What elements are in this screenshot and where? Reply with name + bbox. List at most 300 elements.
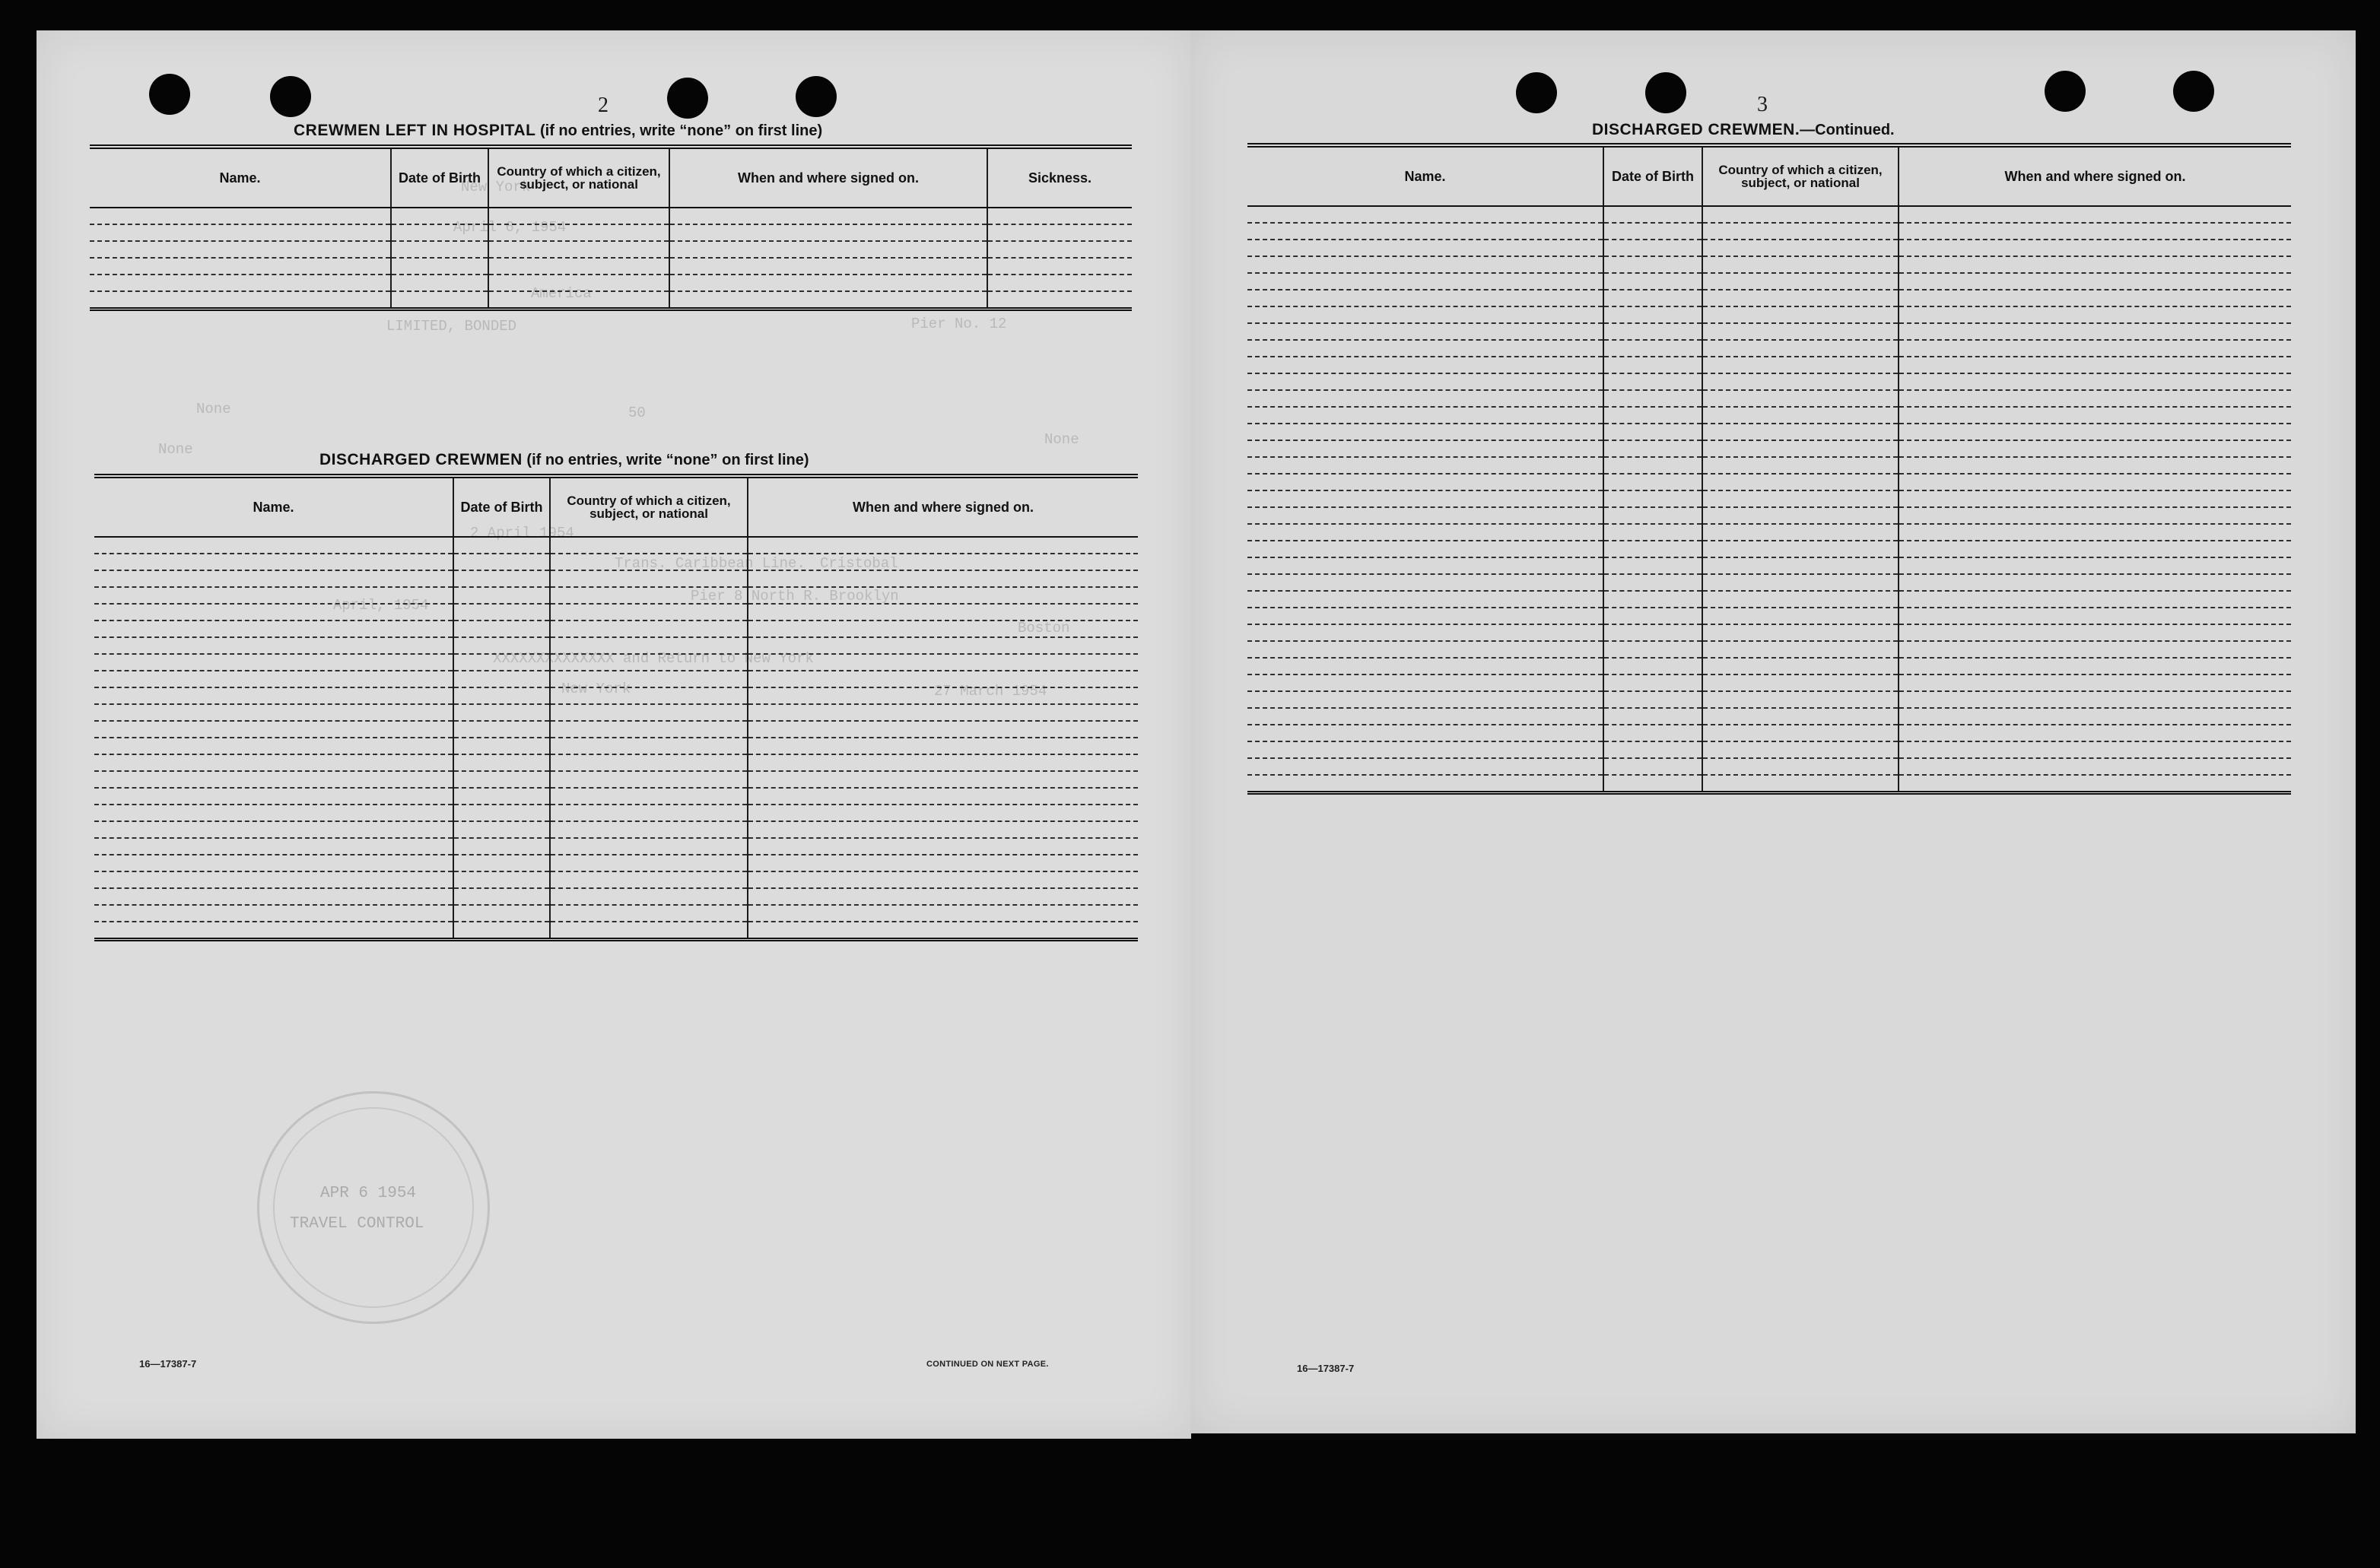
blank-cell bbox=[94, 838, 453, 855]
table-row bbox=[94, 704, 1138, 721]
blank-cell bbox=[1899, 775, 2291, 793]
punch-hole-icon bbox=[149, 74, 190, 115]
blank-cell bbox=[1702, 725, 1899, 741]
blank-cell bbox=[453, 587, 550, 604]
blank-cell bbox=[748, 704, 1138, 721]
blank-cell bbox=[748, 721, 1138, 738]
blank-cell bbox=[1702, 758, 1899, 775]
table-row bbox=[1247, 206, 2291, 223]
blank-cell bbox=[550, 637, 748, 654]
bleed-through-text: 2 April 1954 bbox=[470, 525, 574, 541]
blank-cell bbox=[1899, 507, 2291, 524]
blank-cell bbox=[1603, 775, 1702, 793]
blank-cell bbox=[1899, 490, 2291, 507]
blank-cell bbox=[1603, 407, 1702, 424]
table-row bbox=[94, 888, 1138, 905]
blank-cell bbox=[1899, 256, 2291, 273]
blank-cell bbox=[1702, 273, 1899, 290]
blank-cell bbox=[550, 704, 748, 721]
blank-cell bbox=[550, 687, 748, 704]
blank-cell bbox=[1702, 340, 1899, 357]
blank-cell bbox=[1702, 373, 1899, 390]
bleed-through-text: None bbox=[1044, 431, 1079, 448]
blank-cell bbox=[748, 922, 1138, 940]
blank-cell bbox=[748, 821, 1138, 838]
blank-cell bbox=[1247, 674, 1603, 691]
section-title-hospital: CREWMEN LEFT IN HOSPITAL (if no entries, write “none” on first line) bbox=[294, 122, 823, 139]
blank-cell bbox=[550, 570, 748, 587]
table-row bbox=[90, 275, 1132, 291]
blank-cell bbox=[1603, 373, 1702, 390]
table-row bbox=[1247, 624, 2291, 641]
blank-cell bbox=[1702, 323, 1899, 340]
column-header: Name. bbox=[94, 476, 453, 537]
column-header: When and where signed on. bbox=[1899, 145, 2291, 206]
punch-hole-icon bbox=[2045, 71, 2086, 112]
blank-cell bbox=[94, 687, 453, 704]
blank-cell bbox=[1899, 725, 2291, 741]
left-page bbox=[37, 30, 1191, 1439]
blank-cell bbox=[748, 654, 1138, 671]
blank-cell bbox=[1247, 240, 1603, 256]
blank-cell bbox=[1603, 691, 1702, 708]
blank-cell bbox=[669, 258, 987, 275]
table-row bbox=[94, 922, 1138, 940]
blank-cell bbox=[94, 587, 453, 604]
blank-cell bbox=[748, 554, 1138, 570]
bleed-through-text: 27 March 1954 bbox=[934, 683, 1047, 700]
blank-cell bbox=[90, 258, 391, 275]
blank-cell bbox=[1247, 440, 1603, 457]
blank-cell bbox=[1899, 240, 2291, 256]
blank-cell bbox=[669, 291, 987, 309]
blank-cell bbox=[669, 241, 987, 258]
blank-cell bbox=[1899, 440, 2291, 457]
table-row bbox=[1247, 273, 2291, 290]
blank-cell bbox=[1899, 658, 2291, 674]
blank-cell bbox=[1247, 340, 1603, 357]
blank-cell bbox=[550, 554, 748, 570]
table-row bbox=[1247, 474, 2291, 490]
blank-cell bbox=[1899, 741, 2291, 758]
column-header: Country of which a citizen, subject, or national bbox=[1702, 145, 1899, 206]
blank-cell bbox=[1247, 507, 1603, 524]
table-row bbox=[1247, 775, 2291, 793]
table-row bbox=[1247, 290, 2291, 306]
bleed-through-text: 50 bbox=[628, 405, 646, 421]
blank-cell bbox=[1247, 574, 1603, 591]
blank-cell bbox=[1702, 691, 1899, 708]
blank-cell bbox=[94, 621, 453, 637]
blank-cell bbox=[1899, 457, 2291, 474]
blank-cell bbox=[453, 570, 550, 587]
blank-cell bbox=[1899, 424, 2291, 440]
blank-cell bbox=[550, 654, 748, 671]
table-row bbox=[1247, 457, 2291, 474]
blank-cell bbox=[1702, 290, 1899, 306]
blank-cell bbox=[987, 241, 1132, 258]
blank-cell bbox=[90, 208, 391, 224]
blank-cell bbox=[488, 275, 669, 291]
blank-cell bbox=[1702, 708, 1899, 725]
blank-cell bbox=[748, 805, 1138, 821]
blank-cell bbox=[391, 258, 488, 275]
blank-cell bbox=[1247, 541, 1603, 557]
bleed-through-text: XXXXXXXXXXXXXX and Return to New York bbox=[493, 650, 814, 667]
table-row bbox=[1247, 574, 2291, 591]
form-number: 16—17387-7 bbox=[139, 1358, 197, 1370]
blank-cell bbox=[1247, 775, 1603, 793]
table-row bbox=[1247, 407, 2291, 424]
blank-cell bbox=[1603, 541, 1702, 557]
blank-cell bbox=[550, 621, 748, 637]
blank-cell bbox=[1702, 524, 1899, 541]
blank-cell bbox=[1899, 290, 2291, 306]
table-row bbox=[94, 788, 1138, 805]
blank-cell bbox=[1603, 323, 1702, 340]
table-row bbox=[1247, 223, 2291, 240]
column-header: Country of which a citizen, subject, or national bbox=[488, 147, 669, 208]
blank-cell bbox=[550, 888, 748, 905]
blank-cell bbox=[1702, 507, 1899, 524]
table-row bbox=[94, 687, 1138, 704]
table-row bbox=[1247, 490, 2291, 507]
blank-cell bbox=[1603, 524, 1702, 541]
table-row bbox=[94, 537, 1138, 554]
blank-cell bbox=[550, 838, 748, 855]
blank-cell bbox=[453, 637, 550, 654]
column-header: When and where signed on. bbox=[748, 476, 1138, 537]
blank-cell bbox=[1899, 407, 2291, 424]
table-row bbox=[94, 587, 1138, 604]
blank-cell bbox=[453, 888, 550, 905]
blank-cell bbox=[748, 754, 1138, 771]
blank-cell bbox=[1702, 424, 1899, 440]
table-row bbox=[94, 637, 1138, 654]
blank-cell bbox=[1247, 373, 1603, 390]
blank-cell bbox=[1247, 725, 1603, 741]
blank-cell bbox=[1247, 474, 1603, 490]
blank-cell bbox=[1247, 407, 1603, 424]
blank-cell bbox=[1603, 256, 1702, 273]
blank-cell bbox=[1899, 624, 2291, 641]
blank-cell bbox=[1603, 240, 1702, 256]
bleed-through-text: LIMITED, BONDED bbox=[386, 318, 517, 335]
blank-cell bbox=[1702, 775, 1899, 793]
blank-cell bbox=[1603, 624, 1702, 641]
table-row bbox=[1247, 373, 2291, 390]
blank-cell bbox=[550, 905, 748, 922]
blank-cell bbox=[1899, 273, 2291, 290]
blank-cell bbox=[1603, 206, 1702, 223]
blank-cell bbox=[94, 654, 453, 671]
blank-cell bbox=[453, 537, 550, 554]
bleed-through-text: April 6, 1954 bbox=[453, 219, 567, 236]
blank-cell bbox=[453, 821, 550, 838]
table-row bbox=[94, 805, 1138, 821]
blank-cell bbox=[550, 537, 748, 554]
blank-cell bbox=[1603, 340, 1702, 357]
punch-hole-icon bbox=[1645, 72, 1686, 113]
blank-cell bbox=[1899, 474, 2291, 490]
punch-hole-icon bbox=[1516, 72, 1557, 113]
blank-cell bbox=[1603, 574, 1702, 591]
table-row bbox=[1247, 674, 2291, 691]
blank-cell bbox=[1603, 223, 1702, 240]
blank-cell bbox=[748, 738, 1138, 754]
blank-cell bbox=[1247, 357, 1603, 373]
blank-cell bbox=[1603, 440, 1702, 457]
table-row bbox=[94, 905, 1138, 922]
blank-cell bbox=[94, 604, 453, 621]
blank-cell bbox=[1702, 641, 1899, 658]
blank-cell bbox=[1702, 306, 1899, 323]
form-number: 16—17387-7 bbox=[1297, 1363, 1355, 1374]
column-header: Date of Birth bbox=[1603, 145, 1702, 206]
blank-cell bbox=[94, 888, 453, 905]
blank-cell bbox=[748, 604, 1138, 621]
blank-cell bbox=[1603, 474, 1702, 490]
table-row bbox=[94, 604, 1138, 621]
blank-cell bbox=[94, 754, 453, 771]
blank-cell bbox=[391, 291, 488, 309]
blank-cell bbox=[1247, 290, 1603, 306]
table-row bbox=[90, 258, 1132, 275]
blank-cell bbox=[748, 621, 1138, 637]
blank-cell bbox=[987, 258, 1132, 275]
bleed-through-text: New York bbox=[561, 681, 631, 697]
bleed-through-text: New York bbox=[461, 179, 531, 195]
table-row bbox=[90, 241, 1132, 258]
blank-cell bbox=[94, 537, 453, 554]
table-row bbox=[94, 621, 1138, 637]
blank-cell bbox=[453, 554, 550, 570]
blank-cell bbox=[488, 208, 669, 224]
blank-cell bbox=[748, 871, 1138, 888]
blank-cell bbox=[748, 838, 1138, 855]
blank-cell bbox=[1603, 674, 1702, 691]
table-row bbox=[90, 224, 1132, 241]
table-row bbox=[94, 654, 1138, 671]
table-row bbox=[1247, 591, 2291, 608]
blank-cell bbox=[550, 788, 748, 805]
table-row bbox=[1247, 390, 2291, 407]
blank-cell bbox=[1247, 624, 1603, 641]
blank-cell bbox=[1247, 206, 1603, 223]
table-row bbox=[1247, 357, 2291, 373]
blank-cell bbox=[453, 905, 550, 922]
column-header: Name. bbox=[1247, 145, 1603, 206]
blank-cell bbox=[1603, 741, 1702, 758]
blank-cell bbox=[987, 291, 1132, 309]
blank-cell bbox=[1899, 357, 2291, 373]
blank-cell bbox=[1247, 641, 1603, 658]
blank-cell bbox=[453, 604, 550, 621]
blank-cell bbox=[94, 805, 453, 821]
blank-cell bbox=[94, 771, 453, 788]
blank-cell bbox=[1247, 741, 1603, 758]
blank-cell bbox=[391, 275, 488, 291]
blank-cell bbox=[1702, 557, 1899, 574]
blank-cell bbox=[550, 738, 748, 754]
table-row bbox=[1247, 725, 2291, 741]
blank-cell bbox=[1702, 440, 1899, 457]
blank-cell bbox=[550, 821, 748, 838]
blank-cell bbox=[1247, 591, 1603, 608]
table-row bbox=[94, 855, 1138, 871]
blank-cell bbox=[550, 771, 748, 788]
table-row bbox=[94, 554, 1138, 570]
blank-cell bbox=[1603, 424, 1702, 440]
blank-cell bbox=[453, 788, 550, 805]
blank-cell bbox=[453, 805, 550, 821]
blank-cell bbox=[1899, 306, 2291, 323]
blank-cell bbox=[1702, 658, 1899, 674]
blank-cell bbox=[1702, 223, 1899, 240]
discharged-table bbox=[94, 474, 1138, 941]
blank-cell bbox=[94, 821, 453, 838]
blank-cell bbox=[453, 621, 550, 637]
table-row bbox=[1247, 641, 2291, 658]
blank-cell bbox=[453, 855, 550, 871]
table-row bbox=[94, 721, 1138, 738]
table-row bbox=[1247, 424, 2291, 440]
blank-cell bbox=[453, 871, 550, 888]
blank-cell bbox=[1247, 223, 1603, 240]
blank-cell bbox=[1702, 541, 1899, 557]
column-header: Country of which a citizen, subject, or national bbox=[550, 476, 748, 537]
table-row bbox=[94, 771, 1138, 788]
blank-cell bbox=[1603, 557, 1702, 574]
table-row bbox=[1247, 658, 2291, 674]
blank-cell bbox=[748, 771, 1138, 788]
table-row bbox=[1247, 708, 2291, 725]
table-row bbox=[94, 871, 1138, 888]
blank-cell bbox=[1247, 524, 1603, 541]
blank-cell bbox=[94, 922, 453, 940]
column-header: Date of Birth bbox=[453, 476, 550, 537]
blank-cell bbox=[1603, 758, 1702, 775]
page-number: 2 bbox=[598, 94, 609, 117]
blank-cell bbox=[748, 671, 1138, 687]
blank-cell bbox=[550, 922, 748, 940]
table-row bbox=[94, 738, 1138, 754]
punch-hole-icon bbox=[667, 78, 708, 119]
blank-cell bbox=[748, 637, 1138, 654]
blank-cell bbox=[1899, 574, 2291, 591]
blank-cell bbox=[1603, 708, 1702, 725]
blank-cell bbox=[94, 637, 453, 654]
blank-cell bbox=[1247, 608, 1603, 624]
blank-cell bbox=[1247, 256, 1603, 273]
page-number: 3 bbox=[1757, 93, 1768, 116]
table-row bbox=[1247, 306, 2291, 323]
blank-cell bbox=[1603, 658, 1702, 674]
hospital-table bbox=[90, 144, 1132, 311]
blank-cell bbox=[1899, 206, 2291, 223]
blank-cell bbox=[550, 871, 748, 888]
table-row bbox=[1247, 507, 2291, 524]
blank-cell bbox=[748, 587, 1138, 604]
blank-cell bbox=[1603, 457, 1702, 474]
table-row bbox=[1247, 340, 2291, 357]
blank-cell bbox=[488, 224, 669, 241]
blank-cell bbox=[1603, 357, 1702, 373]
blank-cell bbox=[1603, 306, 1702, 323]
blank-cell bbox=[1899, 557, 2291, 574]
blank-cell bbox=[1702, 457, 1899, 474]
blank-cell bbox=[748, 855, 1138, 871]
right-page bbox=[1190, 30, 2356, 1433]
continued-note: CONTINUED ON NEXT PAGE. bbox=[926, 1360, 1049, 1369]
blank-cell bbox=[1899, 674, 2291, 691]
blank-cell bbox=[391, 208, 488, 224]
blank-cell bbox=[488, 258, 669, 275]
stamp-impression: APR 6 1954 TRAVEL CONTROL bbox=[257, 1091, 490, 1324]
table-row bbox=[1247, 240, 2291, 256]
blank-cell bbox=[987, 224, 1132, 241]
blank-cell bbox=[748, 687, 1138, 704]
punch-hole-icon bbox=[796, 76, 837, 117]
blank-cell bbox=[453, 704, 550, 721]
blank-cell bbox=[1247, 390, 1603, 407]
blank-cell bbox=[94, 721, 453, 738]
blank-cell bbox=[1702, 357, 1899, 373]
blank-cell bbox=[1899, 340, 2291, 357]
blank-cell bbox=[94, 871, 453, 888]
blank-cell bbox=[1899, 524, 2291, 541]
blank-cell bbox=[453, 922, 550, 940]
blank-cell bbox=[1603, 641, 1702, 658]
table-row bbox=[1247, 741, 2291, 758]
blank-cell bbox=[987, 208, 1132, 224]
blank-cell bbox=[669, 224, 987, 241]
blank-cell bbox=[391, 224, 488, 241]
column-header: When and where signed on. bbox=[669, 147, 987, 208]
punch-hole-icon bbox=[2173, 71, 2214, 112]
blank-cell bbox=[1247, 557, 1603, 574]
blank-cell bbox=[453, 754, 550, 771]
bleed-through-text: None bbox=[158, 441, 193, 458]
blank-cell bbox=[748, 888, 1138, 905]
blank-cell bbox=[453, 838, 550, 855]
blank-cell bbox=[1702, 490, 1899, 507]
blank-cell bbox=[488, 241, 669, 258]
blank-cell bbox=[1899, 708, 2291, 725]
blank-cell bbox=[1603, 490, 1702, 507]
blank-cell bbox=[94, 788, 453, 805]
blank-cell bbox=[1247, 758, 1603, 775]
blank-cell bbox=[1247, 323, 1603, 340]
blank-cell bbox=[1702, 390, 1899, 407]
blank-cell bbox=[1247, 457, 1603, 474]
blank-cell bbox=[1603, 591, 1702, 608]
blank-cell bbox=[550, 721, 748, 738]
bleed-through-text: Pier 8 North R. Brooklyn bbox=[691, 588, 899, 605]
table-row bbox=[94, 671, 1138, 687]
blank-cell bbox=[94, 570, 453, 587]
column-header: Sickness. bbox=[987, 147, 1132, 208]
blank-cell bbox=[987, 275, 1132, 291]
blank-cell bbox=[1702, 206, 1899, 223]
blank-cell bbox=[1247, 691, 1603, 708]
blank-cell bbox=[1247, 273, 1603, 290]
bleed-through-text: Boston bbox=[1018, 620, 1070, 636]
table-row bbox=[1247, 256, 2291, 273]
table-row bbox=[94, 821, 1138, 838]
blank-cell bbox=[488, 291, 669, 309]
blank-cell bbox=[1899, 758, 2291, 775]
